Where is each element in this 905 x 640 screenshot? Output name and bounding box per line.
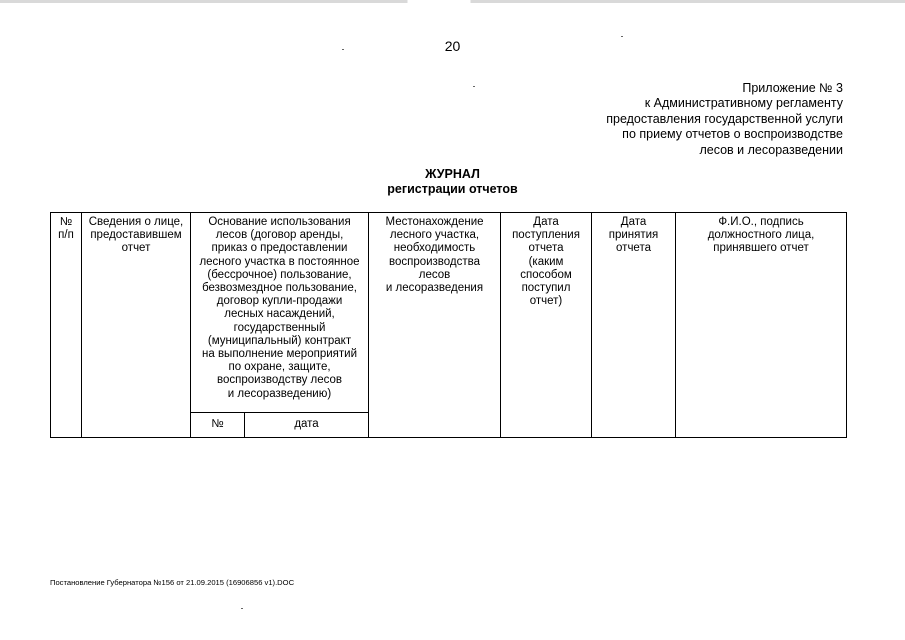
page-number: 20 [444, 38, 461, 54]
scan-speck [621, 36, 623, 37]
header-cell-location: Местонахождение лесного участка, необходимость воспроизводства лесов и лесоразведения [369, 213, 501, 438]
header-cell-submitter: Сведения о лице, предоставившем отчет [82, 213, 191, 438]
appendix-line: предоставления государственной услуги [606, 111, 843, 126]
top-rule [0, 0, 905, 3]
appendix-block [523, 81, 843, 158]
header-cell-receipt-date: Дата поступления отчета (каким способом поступил отчет) [501, 213, 592, 438]
subheader-cell-number: № [191, 413, 245, 438]
appendix-line: к Административному регламенту [644, 96, 843, 111]
header-cell-acceptance-date: Дата принятия отчета [592, 213, 676, 438]
header-cell-number: № п/п [51, 213, 82, 438]
scan-speck [241, 608, 243, 609]
table-header-row [51, 213, 847, 413]
header-cell-basis: Основание использования лесов (договор аренды, приказ о предоставлении лесного участка в постоянное (бессрочное) пользование, безвозмездное пользование, договор купли-продажи лесных насаждений, государственный (муниципальный) контракт на выполнение мероприятий по охране, защите, воспроизводству лесов и лесоразведению) [191, 213, 369, 413]
registration-journal-table [50, 212, 847, 438]
appendix-line: по приему отчетов о воспроизводстве [622, 127, 843, 142]
header-cell-official: Ф.И.О., подпись должностного лица, принявшего отчет [676, 213, 847, 438]
scan-speck [342, 49, 344, 50]
appendix-line: Приложение № 3 [742, 81, 843, 95]
scan-speck [473, 86, 475, 87]
journal-title: ЖУРНАЛ [425, 167, 480, 181]
footer-document-reference: Постановление Губернатора №156 от 21.09.2015 (16906856 v1).DOC [50, 578, 295, 587]
journal-subtitle: регистрации отчетов [387, 182, 518, 196]
journal-heading [0, 167, 905, 197]
appendix-line: лесов и лесоразведении [699, 142, 843, 157]
subheader-cell-date: дата [245, 413, 369, 438]
